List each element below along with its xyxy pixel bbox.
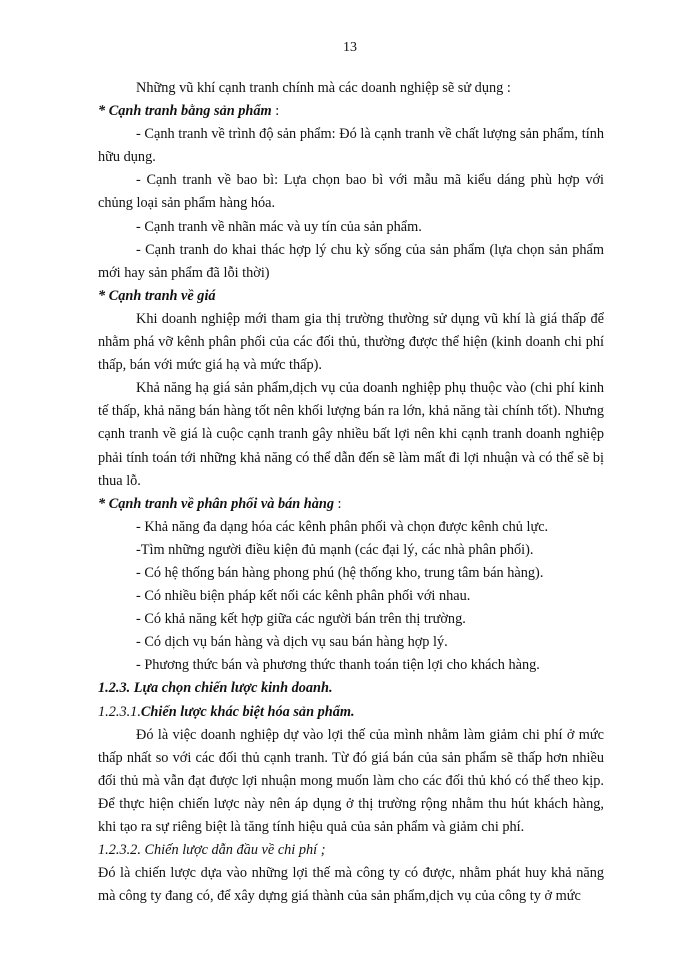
paragraph: Khả năng hạ giá sản phẩm,dịch vụ của doanh nghiệp phụ thuộc vào (chi phí kinh tế thấp, khả năng bán hàng tốt nên khối lượng bán ra lớn, khả năng tài chính tốt). Nhưng cạnh tranh về giá là cuộc cạnh tranh gây nhiều bất lợi nên khi cạnh tranh doanh nghiệp phải tính toán tới những khả năng có thể dẫn đến sẽ làm mất đi lợi nhuận và có thể sẽ bị thua lỗ. — [98, 380, 604, 489]
page-number: 13 — [343, 40, 357, 55]
section-heading — [98, 493, 604, 516]
paragraph: - Khả năng đa dạng hóa các kênh phân phối và chọn được kênh chủ lực. — [136, 518, 549, 535]
section-heading — [98, 285, 604, 308]
section-heading-label: * Cạnh tranh bằng sản phẩm — [98, 103, 272, 120]
section-heading — [98, 100, 604, 123]
paragraph: - Có khả năng kết hợp giữa các người bán trên thị trường. — [136, 611, 466, 628]
section-heading-suffix: : — [271, 103, 280, 120]
subsection-number: 1.2.3.1. — [98, 703, 141, 720]
section-heading-suffix: : — [333, 495, 342, 512]
paragraph: - Cạnh tranh về trình độ sản phẩm: Đó là cạnh tranh về chất lượng sản phẩm, tính hữu dụng. — [98, 126, 604, 166]
paragraph: - Có nhiều biện pháp kết nối các kênh phân phối với nhau. — [136, 588, 471, 605]
paragraph: - Có hệ thống bán hàng phong phú (hệ thống kho, trung tâm bán hàng). — [136, 564, 544, 581]
paragraph: - Có dịch vụ bán hàng và dịch vụ sau bán hàng hợp lý. — [136, 634, 448, 651]
paragraph: Đó là việc doanh nghiệp dự vào lợi thế của mình nhằm làm giảm chi phí ở mức thấp nhất so với các đối thủ cạnh tranh. Từ đó giá bán của sản phẩm sẽ thấp hơn nhiều đối thủ mà vẫn đạt được lợi nhuận mong muốn làm cho các đối thủ khó có thể theo kịp. Để thực hiện chiến lược này nên áp dụng ở thị trường rộng nhằm thu hút khách hàng, khi tạo ra sự riêng biệt là tăng tính hiệu quả của sản phẩm và giảm chi phí. — [98, 726, 604, 835]
subsection-heading: 1.2.3.2. Chiến lược dẫn đầu về chi phí ; — [98, 842, 326, 859]
paragraph: Đó là chiến lược dựa vào những lợi thế mà công ty có được, nhằm phát huy khả năng mà công ty đang có, để xây dựng giá thành của sản phẩm,dịch vụ của công ty ở mức — [98, 865, 604, 905]
paragraph: - Cạnh tranh về nhãn mác và uy tín của sản phẩm. — [136, 218, 422, 235]
numbered-heading: 1.2.3. Lựa chọn chiến lược kinh doanh. — [98, 680, 333, 697]
section-heading-label: * Cạnh tranh về giá — [98, 287, 216, 304]
section-heading-label: * Cạnh tranh về phân phối và bán hàng — [98, 495, 334, 512]
subsection-label: Chiến lược khác biệt hóa sản phẩm. — [140, 703, 355, 720]
paragraph: Những vũ khí cạnh tranh chính mà các doanh nghiệp sẽ sử dụng : — [136, 80, 511, 96]
document-body — [98, 77, 604, 908]
paragraph: - Cạnh tranh về bao bì: Lựa chọn bao bì với mẫu mã kiểu dáng phù hợp với chủng loại sản phẩm hàng hóa. — [98, 172, 604, 212]
paragraph: Khi doanh nghiệp mới tham gia thị trường thường sử dụng vũ khí là giá thấp để nhằm phá vỡ kênh phân phối của các đối thủ, thường được thể hiện (kinh doanh chi phí thấp, bán với mức giá hạ và mức thấp). — [98, 310, 604, 374]
paragraph: -Tìm những người điều kiện đủ mạnh (các đại lý, các nhà phân phối). — [136, 541, 534, 558]
subsection-heading — [98, 701, 604, 724]
paragraph: - Cạnh tranh do khai thác hợp lý chu kỳ sống của sản phẩm (lựa chọn sản phẩm mới hay sản phẩm đã lỗi thời) — [98, 241, 604, 281]
paragraph: - Phương thức bán và phương thức thanh toán tiện lợi cho khách hàng. — [136, 657, 540, 674]
